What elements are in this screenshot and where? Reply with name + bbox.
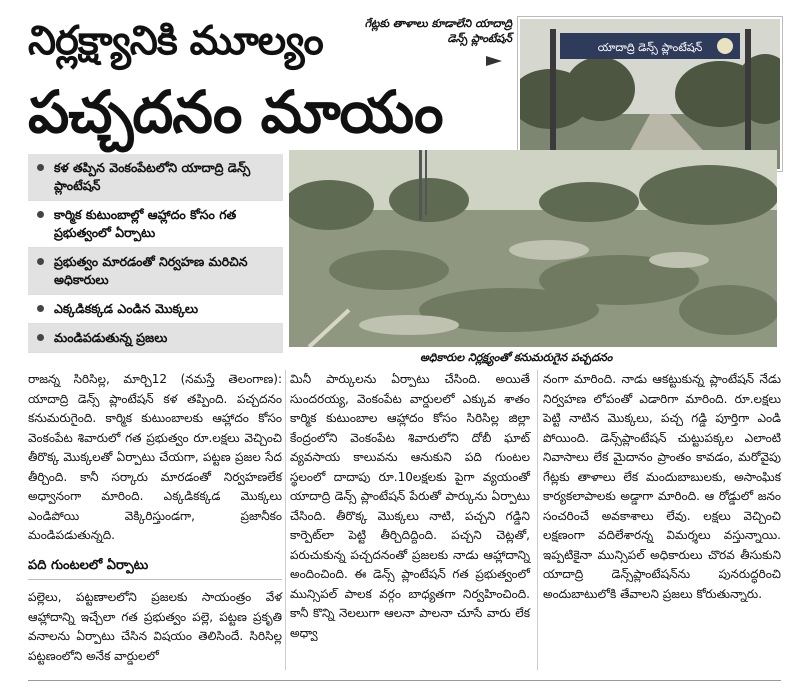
inset-photo-graphic (520, 19, 780, 169)
subheading: పది గుంటలలో ఏర్పాటు (28, 556, 282, 581)
sign-text: యాదాద్రి డెన్స్ ప్లాంటేషన్ (597, 41, 703, 54)
headline-line-1: నిర్లక్ష్యానికి మూల్యం (28, 18, 323, 64)
highlights-list (28, 154, 283, 353)
inset-photo-gate (518, 17, 782, 171)
highlight-item: మండిపడుతున్న ప్రజలు (28, 324, 283, 353)
column-2-paragraph-1: మినీ పార్కులను ఏర్పాటు చేసింది. అయితే సుందరయ్య, వెంకంపేట వార్డులలో ఎక్కువ శాతం కార్మిక కుటుంబాల ఆహ్లాదం కోసం సిరిసిల్ల జిల్లా కేంద్రంలోని వెంకంపేట శివారులోని దోబీ ఘాట్ వ్యవసాయ కాలువను ఆనుకుని పది గుంటల స్థలంలో దాదాపు రూ.10లక్షలకు పైగా వ్యయంతో యాదాద్రి డెన్స్ ప్లాంటేషన్ పేరుతో పార్కును ఏర్పాటు చేసింది. తీరొక్క మొక్కలు నాటి, పచ్చని గడ్డిని కార్పెట్‌లా పెట్టి తీర్చిదిద్దింది. పచ్చని చెట్లతో, పరుచుకున్న పచ్చదనంతో ప్రజలకు నాడు ఆహ్లాదాన్ని అందించింది. ఈ డెన్స్ ప్లాంటేషన్ గత ప్రభుత్వంలో మున్సిపల్ పాలక వర్గం బాధ్యతగా నిర్వహించింది. కానీ కొన్ని నెలలుగా ఆలనా పాలనా చూసే వారు లేక అధ్వా (290, 372, 530, 640)
bullet-icon (37, 164, 44, 171)
headline-line-2: పచ్చదనం మాయం (28, 78, 443, 146)
column-1-paragraph-1: రాజన్న సిరిసిల్ల, మార్చి12 (నమస్తే తెలంగాణ): యాదాద్రి డెన్స్ ప్లాంటేషన్ కళ తప్పింది. పచ్చదనం కనుమరుగైంది. కార్మిక కుటుంబాలకు ఆహ్లాదం కోసం వెంకంపేట శివారులో గత ప్రభుత్వం రూ.లక్షలు వెచ్చించి తీరొక్క మొక్కలతో ఏర్పాటు చేయగా, పట్టణ ప్రజల సేద తీర్చింది. కానీ సర్కారు మారడంతో నిర్వహణలేక అధ్వానంగా మారింది. ఎక్కడికక్కడ మొక్కలు ఎండిపోయి వెక్కిరిస్తుండగా, ప్రజానీకం మండిపడుతున్నది. (28, 372, 282, 542)
highlight-item: ప్రభుత్వం మారడంతో నిర్వహణ మరిచిన అధికారులు (28, 248, 283, 295)
main-photo-dry-plantation (289, 150, 777, 347)
caption-arrow-icon (486, 56, 502, 66)
bullet-icon (37, 258, 44, 265)
bullet-icon (37, 211, 44, 218)
column-divider (285, 370, 286, 670)
main-photo-graphic (289, 150, 777, 347)
highlight-item: ఎక్కడికక్కడ ఎండిన మొక్కలు (28, 295, 283, 324)
column-divider (537, 370, 538, 670)
bullet-icon (37, 305, 44, 312)
bullet-icon (37, 334, 44, 341)
article-column-1 (28, 370, 282, 666)
bottom-rule (28, 680, 781, 681)
highlight-item: కళ తప్పిన వెంకంపేటలోని యాదాద్రి డెన్స్ ప్లాంటేషన్ (28, 154, 283, 201)
main-photo-caption: అధికారుల నిర్లక్ష్యంతో కనుమరుగైన పచ్చదనం (420, 351, 613, 364)
column-1-paragraph-2: పల్లెలు, పట్టణాలలోని ప్రజలకు సాయంత్రం వేళ ఆహ్లాదాన్ని ఇచ్చేలా గత ప్రభుత్వం పల్లె, పట్టణ ప్రకృతి వనాలను ఏర్పాటు చేసిన విషయం తెలిసిందే. సిరిసిల్ల పట్టణంలోని అనేక వార్డులలో (28, 590, 282, 663)
inset-photo-caption: గేట్లకు తాళాలు కూడాలేని యాదాద్రి డెన్స్ ప్లాంటేషన్ (364, 17, 512, 45)
article-column-3 (543, 370, 781, 604)
highlight-item: కార్మిక కుటుంబాల్లో ఆహ్లాదం కోసం గత ప్రభుత్వంలో ఏర్పాటు (28, 201, 283, 248)
article-column-2 (290, 370, 530, 643)
column-3-paragraph-1: నంగా మారింది. నాడు ఆకట్టుకున్న ప్లాంటేషన్ నేడు నిర్వహణ లోపంతో ఎడారిగా మారింది. రూ.లక్షలు పెట్టి నాటిన మొక్కలు, పచ్చ గడ్డి పూర్తిగా ఎండి పోయింది. డెన్స్‌ప్లాంటేషన్ చుట్టుపక్కల ఎలాంటి నివాసాలు లేక మైదానం ప్రాంతం కావడం, మరోవైపు గేట్లకు తాళాలు లేక మందుబాబులకు, అసాంఘిక కార్యకలాపాలకు అడ్డాగా మారింది. ఆ రోడ్డులో జనం సంచరించే అవకాశాలు లేవు. లక్షలు వెచ్చించి లక్షణంగా వదిలేశారన్న విమర్శలు వస్తున్నాయి. ఇప్పటికైనా మున్సిపల్ అధికారులు చొరవ తీసుకుని యాదాద్రి డెన్స్‌ప్లాంటేషన్‌ను పునరుద్ధరించి అందుబాటులోకి తేవాలని ప్రజలు కోరుతున్నారు. (543, 372, 781, 601)
